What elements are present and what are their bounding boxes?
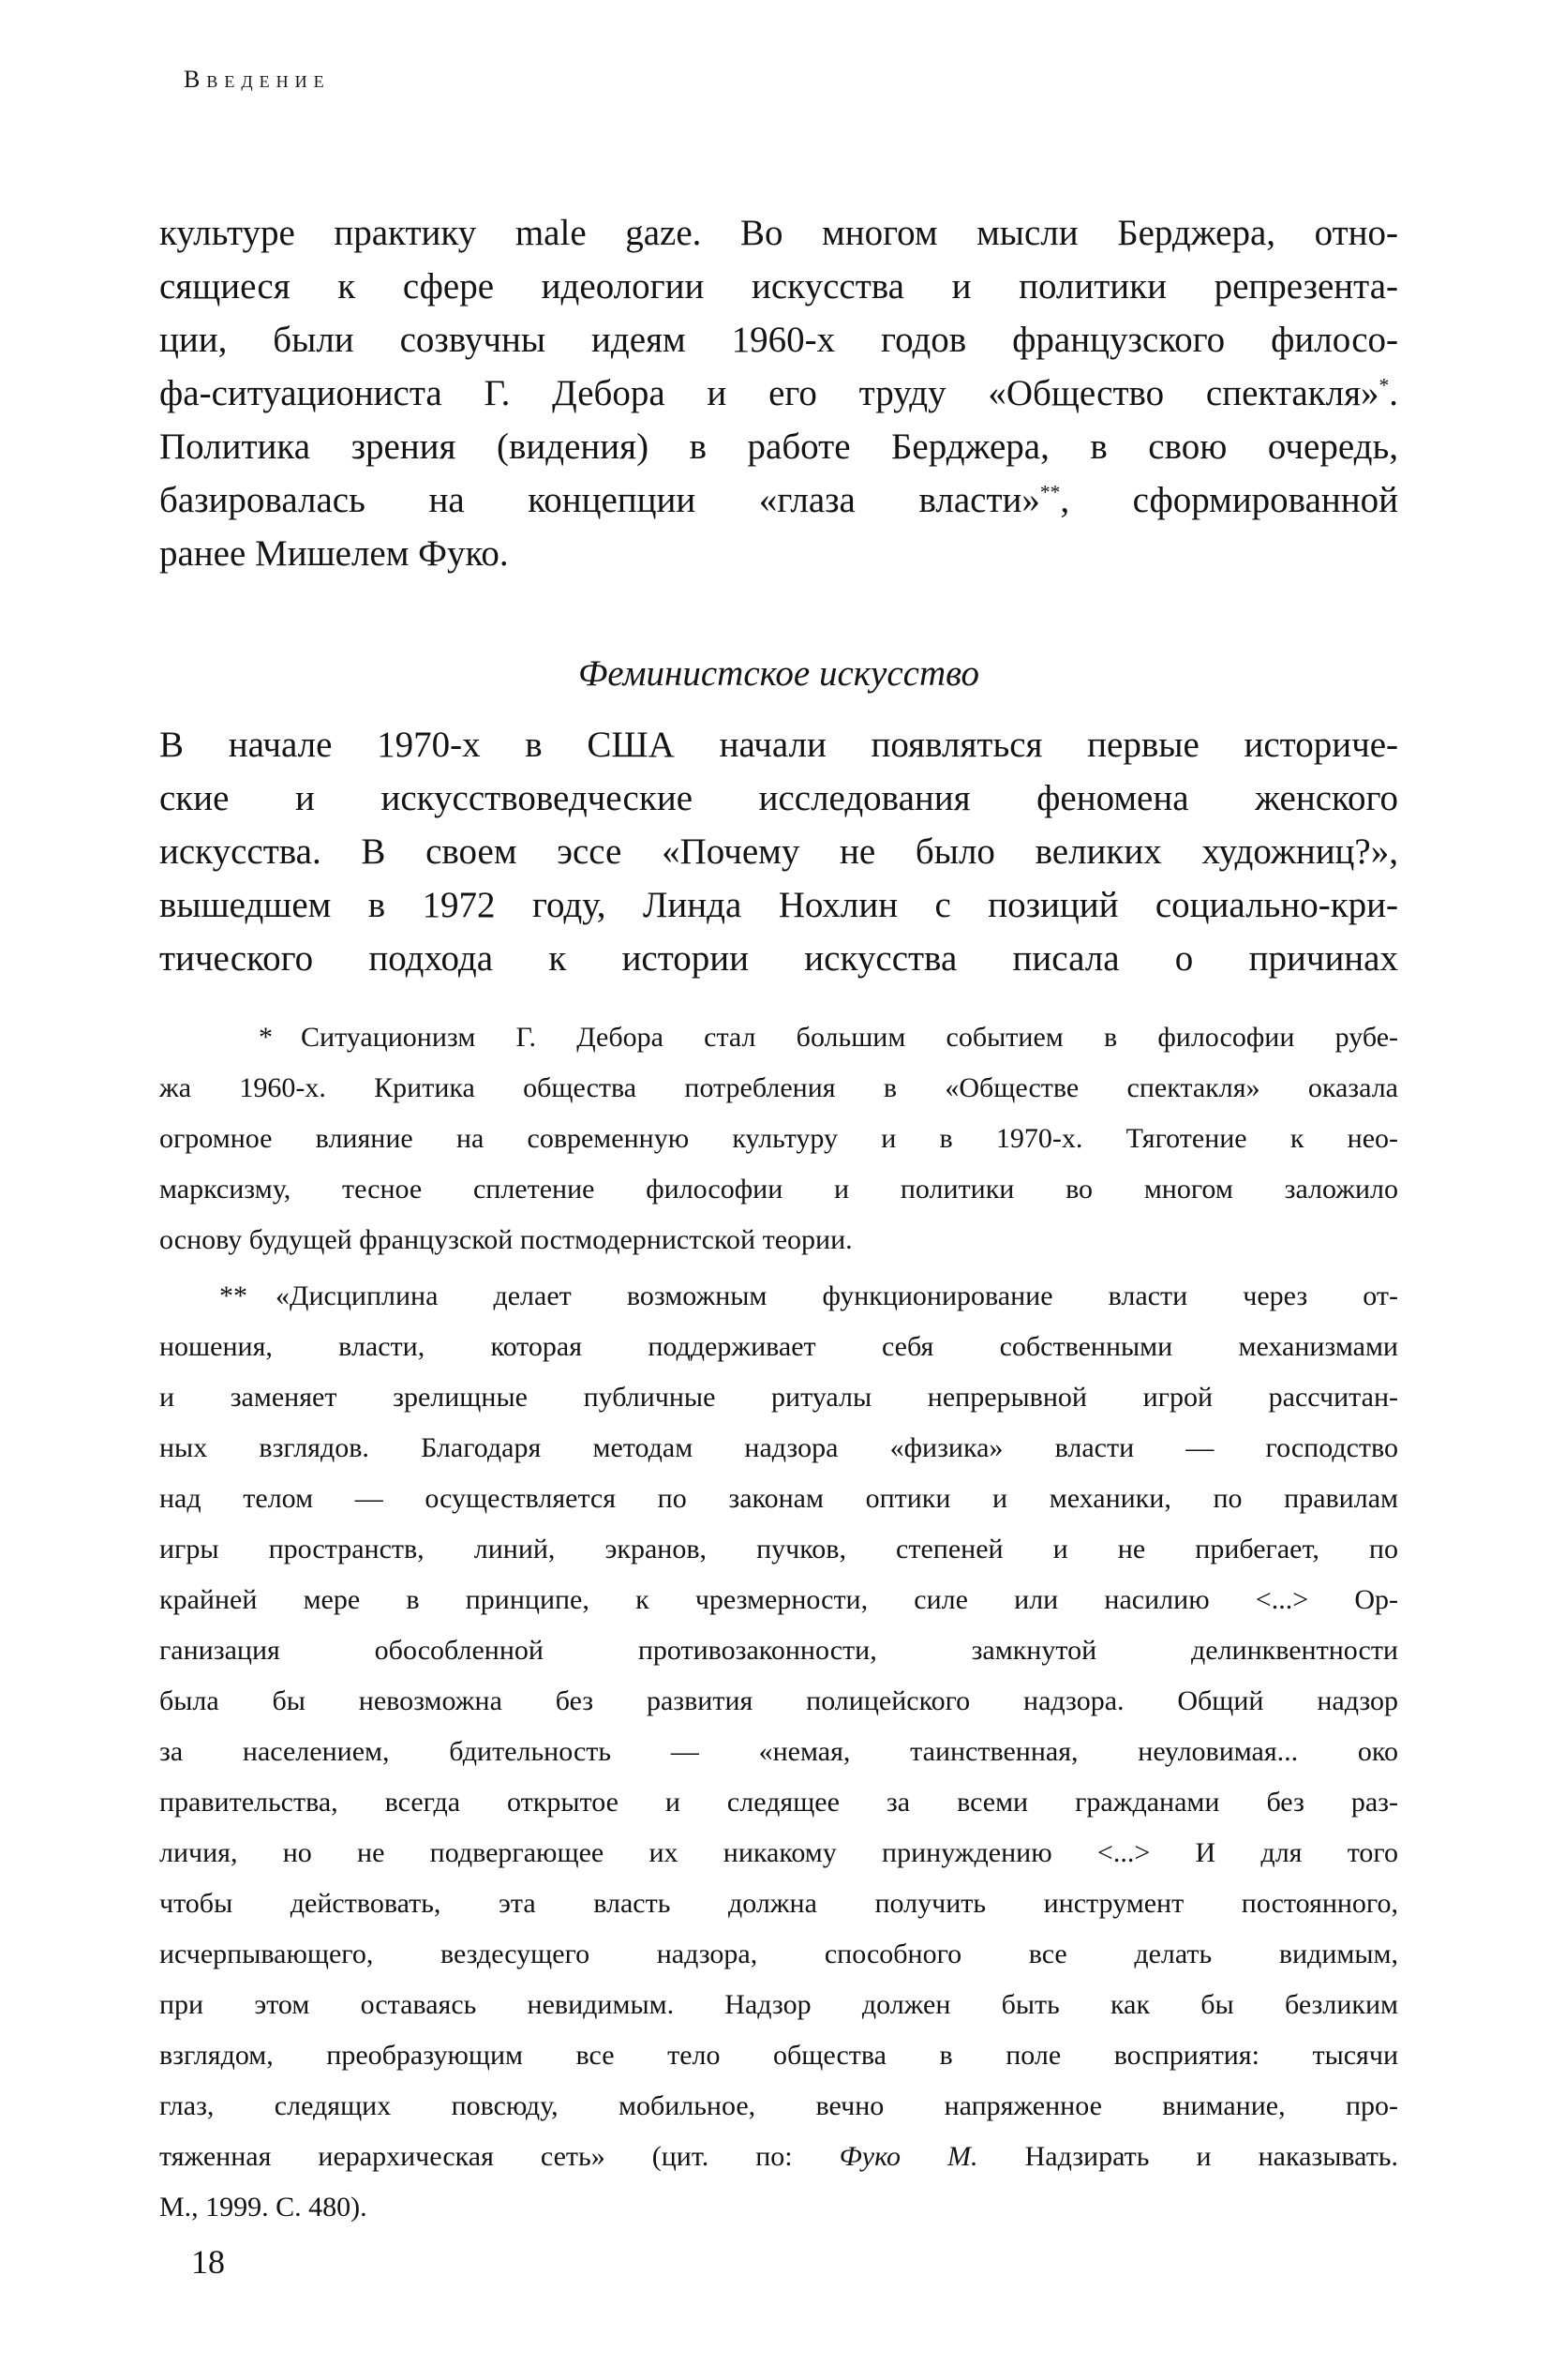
paragraph-1-line: сящиеся к сфере идеологии искусства и политики репрезента-	[159, 266, 1398, 307]
paragraph-2	[159, 718, 1398, 985]
footnote-2-line: ганизация обособленной противозаконности, замкнутой делинквентности	[159, 1635, 1398, 1666]
footnote-2-line: исчерпывающего, вездесущего надзора, способного все делать видимым,	[159, 1938, 1398, 1969]
paragraph-1	[159, 206, 1398, 580]
footnote-2-line: личия, но не подвергающее их никакому принуждению <...> И для того	[159, 1837, 1398, 1868]
footnote-2-line: М., 1999. С. 480).	[159, 2192, 367, 2223]
footnote-2-line: крайней мере в принципе, к чрезмерности, силе или насилию <...> Ор-	[159, 1584, 1398, 1615]
paragraph-1-line: базировалась на концепции «глаза власти»**, сформированной	[159, 480, 1399, 520]
footnote-2-line: взглядом, преобразующим все тело общества в поле восприятия: тысячи	[159, 2040, 1398, 2071]
footnote-2-line: ** «Дисциплина делает возможным функционирование власти через от-	[219, 1280, 1398, 1311]
footnote-1	[159, 1012, 1398, 1265]
paragraph-1-line: ции, были созвучны идеям 1960-х годов французского филосо-	[159, 320, 1398, 360]
paragraph-2-line: искусства. В своем эссе «Почему не было великих художниц?»,	[159, 831, 1398, 872]
paragraph-2-line: В начале 1970-х в США начали появляться первые историче-	[159, 725, 1398, 765]
footnote-2-line: правительства, всегда открытое и следящее за всеми гражданами без раз-	[159, 1787, 1398, 1818]
running-head: Введение	[184, 66, 331, 93]
footnote-2	[159, 1271, 1398, 2233]
paragraph-2-line: вышедшем в 1972 году, Линда Нохлин с позиций социально-кри-	[159, 885, 1398, 925]
footnote-2-line: тяженная иерархическая сеть» (цит. по: Фуко М. Надзирать и наказывать.	[159, 2141, 1398, 2172]
footnote-2-line: над телом — осуществляется по законам оптики и механики, по правилам	[159, 1483, 1398, 1514]
paragraph-1-line: Политика зрения (видения) в работе Берджера, в свою очередь,	[159, 427, 1398, 467]
footnote-1-line: жа 1960-х. Критика общества потребления в «Обществе спектакля» оказала	[159, 1072, 1398, 1103]
paragraph-2-line: ские и искусствоведческие исследования феномена женского	[159, 778, 1398, 818]
paragraph-1-line: ранее Мишелем Фуко.	[159, 533, 509, 574]
footnote-2-line: ношения, власти, которая поддерживает себя собственными механизмами	[159, 1331, 1398, 1362]
section-heading: Феминистское искусство	[577, 653, 980, 694]
footnote-2-line: ных взглядов. Благодаря методам надзора «физика» власти — господство	[159, 1432, 1398, 1463]
footnote-1-line: * Ситуационизм Г. Дебора стал большим событием в философии рубе-	[259, 1022, 1398, 1053]
paragraph-1-line: культуре практику male gaze. Во многом мысли Берджера, отно-	[159, 213, 1398, 253]
footnote-2-line: и заменяет зрелищные публичные ритуалы непрерывной игрой рассчитан-	[159, 1382, 1398, 1413]
footnote-2-line: игры пространств, линий, экранов, пучков, степеней и не прибегает, по	[159, 1534, 1398, 1564]
paragraph-1-line: фа-ситуациониста Г. Дебора и его труду «Общество спектакля»*.	[159, 373, 1398, 413]
footnote-2-line: за населением, бдительность — «немая, таинственная, неуловимая... око	[159, 1736, 1398, 1767]
footnote-2-line: чтобы действовать, эта власть должна получить инструмент постоянного,	[159, 1888, 1398, 1919]
footnote-1-line: огромное влияние на современную культуру и в 1970-х. Тяготение к нео-	[159, 1123, 1398, 1154]
footnote-1-line: основу будущей французской постмодернистской теории.	[159, 1224, 853, 1255]
footnote-2-line: была бы невозможна без развития полицейского надзора. Общий надзор	[159, 1685, 1398, 1716]
footnote-1-line: марксизму, тесное сплетение философии и политики во многом заложило	[159, 1174, 1398, 1205]
paragraph-2-line: тического подхода к истории искусства писала о причинах	[159, 938, 1398, 979]
page-number: 18	[191, 2243, 225, 2281]
footnote-2-line: при этом оставаясь невидимым. Надзор должен быть как бы безликим	[159, 1989, 1398, 2020]
footnote-2-line: глаз, следящих повсюду, мобильное, вечно напряженное внимание, про-	[159, 2090, 1398, 2121]
